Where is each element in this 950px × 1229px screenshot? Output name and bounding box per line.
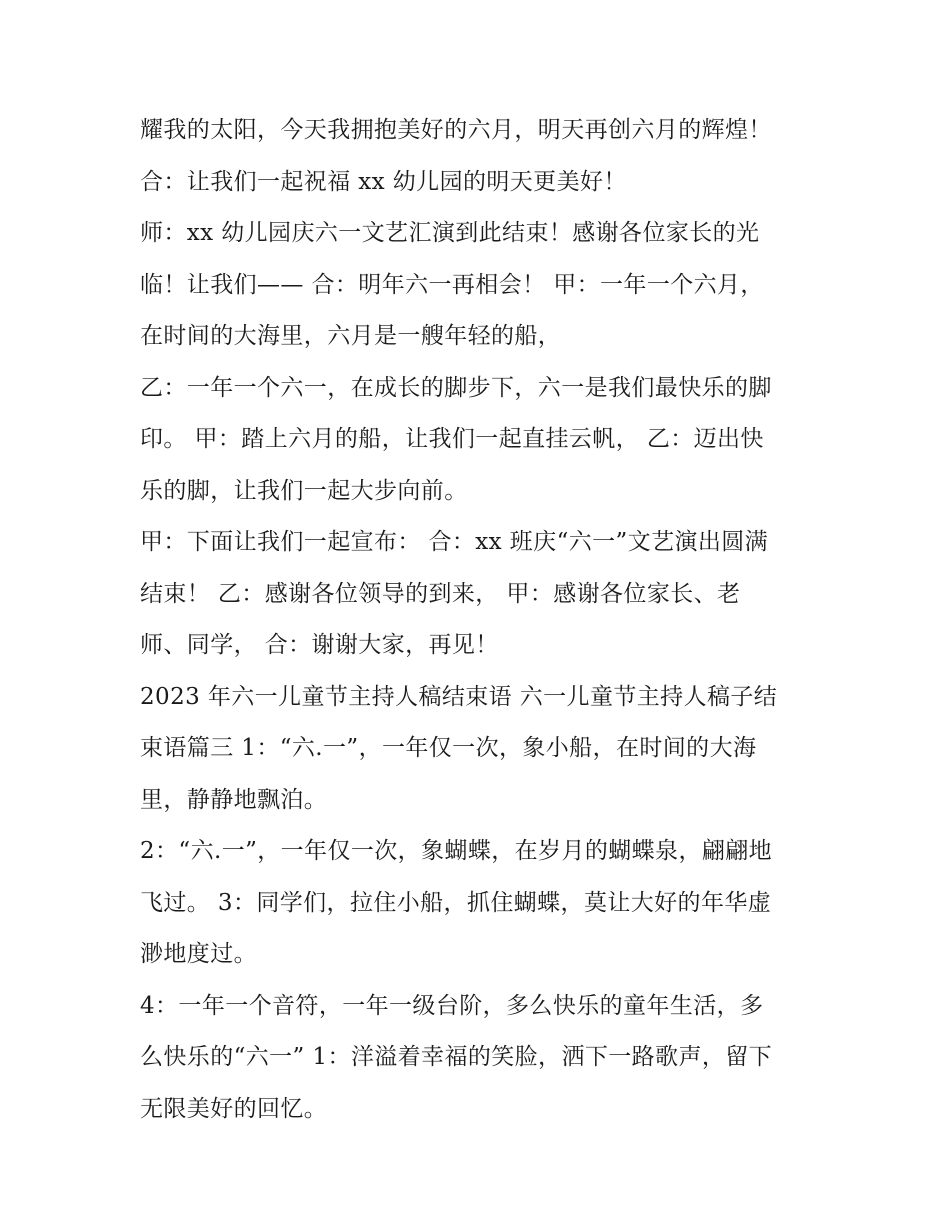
text-line: 师、同学， 合：谢谢大家，再见！ [140, 632, 499, 658]
text-line: 里，静静地飘泊。 [140, 786, 328, 813]
text-line: 甲：下面让我们一起宣布： 合：xx 班庆“六一”文艺演出圆满 [140, 529, 769, 555]
text-line: 飞过。 3：同学们，拉住小船，抓住蝴蝶，莫让大好的年华虚 [140, 889, 772, 916]
text-line: 合：让我们一起祝福 xx 幼儿园的明天更美好！ [140, 168, 627, 195]
text-line: 束语篇三 1：“六.一”，一年仅一次，象小船，在时间的大海 [140, 735, 757, 761]
document-body [140, 105, 820, 1135]
text-line: 乙：一年一个六一，在成长的脚步下，六一是我们最快乐的脚 [140, 374, 772, 401]
text-line: 2023 年六一儿童节主持人稿结束语 六一儿童节主持人稿子结 [140, 683, 778, 710]
text-line: 乐的脚，让我们一起大步向前。 [140, 477, 468, 504]
text-line: 印。 甲：踏上六月的船，让我们一起直挂云帆， 乙：迈出快 [140, 426, 764, 452]
text-line: 4：一年一个音符，一年一级台阶，多么快乐的童年生活，多 [140, 992, 764, 1019]
text-line: 2：“六.一”，一年仅一次，象蝴蝶，在岁月的蝴蝶泉，翩翩地 [140, 838, 773, 864]
text-line: 在时间的大海里，六月是一艘年轻的船， [140, 323, 562, 349]
text-line: 渺地度过。 [140, 941, 257, 967]
text-line: 么快乐的“六一” 1：洋溢着幸福的笑脸，洒下一路歌声，留下 [140, 1044, 773, 1070]
text-line: 师：xx 幼儿园庆六一文艺汇演到此结束！感谢各位家长的光 [140, 220, 760, 246]
text-line: 临！让我们—— 合：明年六一再相会！ 甲：一年一个六月， [140, 271, 764, 298]
text-line: 耀我的太阳，今天我拥抱美好的六月，明天再创六月的辉煌！ [140, 117, 772, 143]
text-line: 结束！ 乙：感谢各位领导的到来， 甲：感谢各位家长、老 [140, 580, 741, 607]
text-line: 无限美好的回忆。 [140, 1095, 328, 1122]
